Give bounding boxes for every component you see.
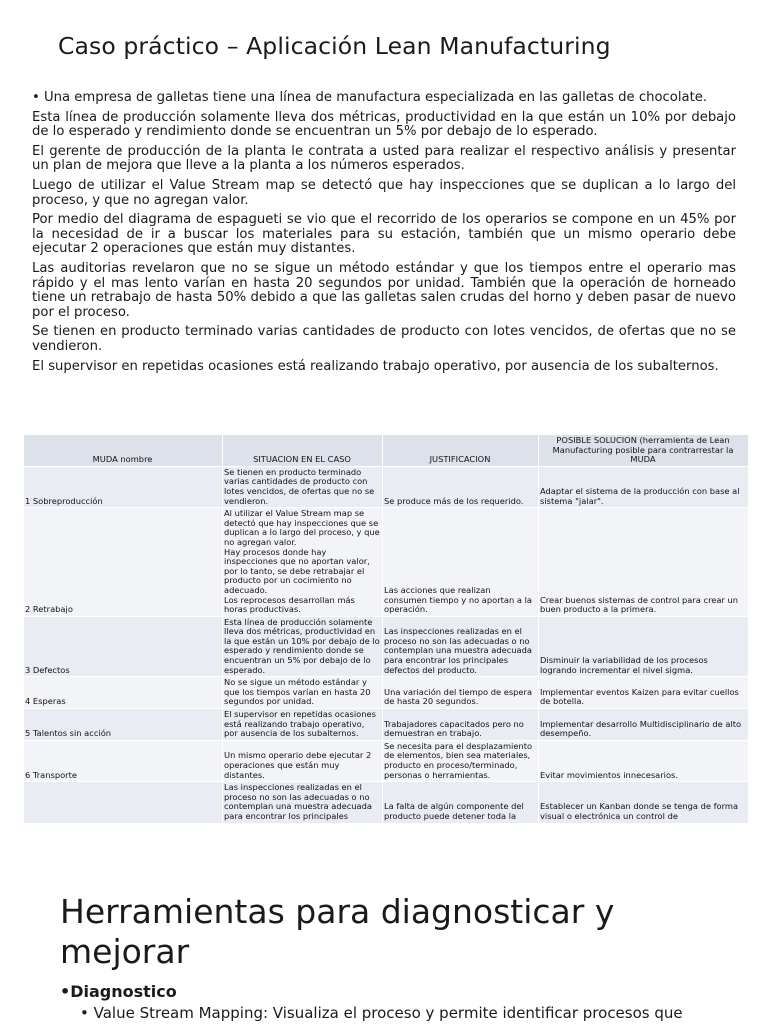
cell-justificacion: Una variación del tiempo de espera de hasta 20 segundos. <box>383 677 539 709</box>
table-row <box>24 677 749 709</box>
paragraph: Luego de utilizar el Value Stream map se detectó que hay inspecciones que se duplican a lo largo del proceso, y que no agregan valor. <box>32 177 736 208</box>
cell-situacion: Esta línea de producción solamente lleva dos métricas, productividad en la que están un 10% por debajo de lo esperado y rendimiento donde se encuentran un 5% por debajo de lo esperado. <box>223 616 383 677</box>
cell-muda <box>24 782 223 823</box>
cell-muda: 6 Transporte <box>24 740 223 781</box>
paragraph: Por medio del diagrama de espagueti se vio que el recorrido de los operarios se compone en un 45% por la necesidad de ir a buscar los materiales para su estación, también que un mismo operario debe ejecutar 2 operaciones que están muy distantes. <box>32 212 736 257</box>
cell-solucion: Evitar movimientos innecesarios. <box>539 740 749 781</box>
cell-solucion: Disminuir la variabilidad de los procesos logrando incrementar el nivel sigma. <box>539 616 749 677</box>
table-row <box>24 466 749 507</box>
header-muda: MUDA nombre <box>24 435 223 467</box>
cell-muda: 1 Sobreproducción <box>24 466 223 507</box>
cell-justificacion: Se produce más de los requerido. <box>383 466 539 507</box>
cell-solucion: Implementar eventos Kaizen para evitar cuellos de botella. <box>539 677 749 709</box>
cell-muda: 5 Talentos sin acción <box>24 709 223 741</box>
cell-solucion: Establecer un Kanban donde se tenga de forma visual o electrónica un control de <box>539 782 749 823</box>
header-situacion: SITUACION EN EL CASO <box>223 435 383 467</box>
cell-situacion: No se sigue un método estándar y que los tiempos varían en hasta 20 segundos por unidad. <box>223 677 383 709</box>
cell-muda: 2 Retrabajo <box>24 508 223 617</box>
cell-justificacion: Las inspecciones realizadas en el proceso no son las adecuadas o no contemplan una muestra adecuada para encontrar los principales defectos del producto. <box>383 616 539 677</box>
bullet-value-stream-mapping: • Value Stream Mapping: Visualiza el proceso y permite identificar procesos que <box>80 1004 683 1022</box>
table-row <box>24 709 749 741</box>
cell-solucion: Adaptar el sistema de la producción con base al sistema "jalar". <box>539 466 749 507</box>
table-header-row <box>24 435 749 467</box>
cell-justificacion: Trabajadores capacitados pero no demuestran en trabajo. <box>383 709 539 741</box>
table-row <box>24 616 749 677</box>
slide-tools <box>0 866 768 1024</box>
muda-table-container <box>23 434 748 866</box>
paragraph: Se tienen en producto terminado varias cantidades de producto con lotes vencidos, de ofertas que no se vendieron. <box>32 324 736 354</box>
cell-solucion: Implementar desarrollo Multidisciplinario de alto desempeño. <box>539 709 749 741</box>
slide-title: Caso práctico – Aplicación Lean Manufacturing <box>58 32 611 60</box>
cell-muda: 4 Esperas <box>24 677 223 709</box>
cell-justificacion: Las acciones que realizan consumen tiempo y no aportan a la operación. <box>383 508 539 617</box>
paragraph: El gerente de producción de la planta le contrata a usted para realizar el respectivo análisis y presentar un plan de mejora que lleve a la planta a los números esperados. <box>32 143 736 174</box>
bullet-diagnostico: •Diagnostico <box>60 982 177 1001</box>
cell-situacion: Al utilizar el Value Stream map se detectó que hay inspecciones que se duplican a lo largo del proceso, y que no agregan valor. Hay procesos donde hay inspecciones que no aportan valor, por lo tanto, se debe retrabajar el producto por un cocimiento no adecuado. Los reprocesos desarrollan más horas productivas. <box>223 508 383 617</box>
cell-situacion: Las inspecciones realizadas en el proceso no son las adecuadas o no contemplan una muestra adecuada para encontrar los principales <box>223 782 383 823</box>
cell-situacion: Un mismo operario debe ejecutar 2 operaciones que están muy distantes. <box>223 740 383 781</box>
cell-situacion: El supervisor en repetidas ocasiones está realizando trabajo operativo, por ausencia de los subalternos. <box>223 709 383 741</box>
paragraph: Las auditorias revelaron que no se sigue un método estándar y que los tiempos entre el operario mas rápido y el mas lento varían en hasta 20 segundos por unidad. También que la operación de horneado tiene un retrabajo de hasta 50% debido a que las galletas salen crudas del horno y deben pasar de nuevo por el proceso. <box>32 260 736 320</box>
cell-situacion: Se tienen en producto terminado varias cantidades de producto con lotes vencidos, de ofertas que no se vendieron. <box>223 466 383 507</box>
cell-solucion: Crear buenos sistemas de control para crear un buen producto a la primera. <box>539 508 749 617</box>
table-row <box>24 782 749 823</box>
case-description <box>32 91 736 379</box>
header-justificacion: JUSTIFICACION <box>383 435 539 467</box>
table-row <box>24 740 749 781</box>
paragraph: • Una empresa de galletas tiene una línea de manufactura especializada en las galletas de chocolate. <box>32 90 708 105</box>
cell-muda: 3 Defectos <box>24 616 223 677</box>
cell-justificacion: Se necesita para el desplazamiento de elementos, bien sea materiales, producto en proceso/terminado, personas o herramientas. <box>383 740 539 781</box>
table-row <box>24 508 749 617</box>
slide-title: Herramientas para diagnosticar y mejorar <box>60 892 615 971</box>
header-solucion: POSIBLE SOLUCION (herramienta de Lean Manufacturing posible para contrarrestar la MUDA <box>539 435 749 467</box>
paragraph: Esta línea de producción solamente lleva dos métricas, productividad en la que están un 10% por debajo de lo esperado y rendimiento donde se encuentran un 5% por debajo de lo esperado. <box>32 109 736 140</box>
cell-justificacion: La falta de algún componente del producto puede detener toda la <box>383 782 539 823</box>
muda-table <box>23 434 748 824</box>
paragraph: El supervisor en repetidas ocasiones está realizando trabajo operativo, por ausencia de los subalternos. <box>32 358 719 374</box>
